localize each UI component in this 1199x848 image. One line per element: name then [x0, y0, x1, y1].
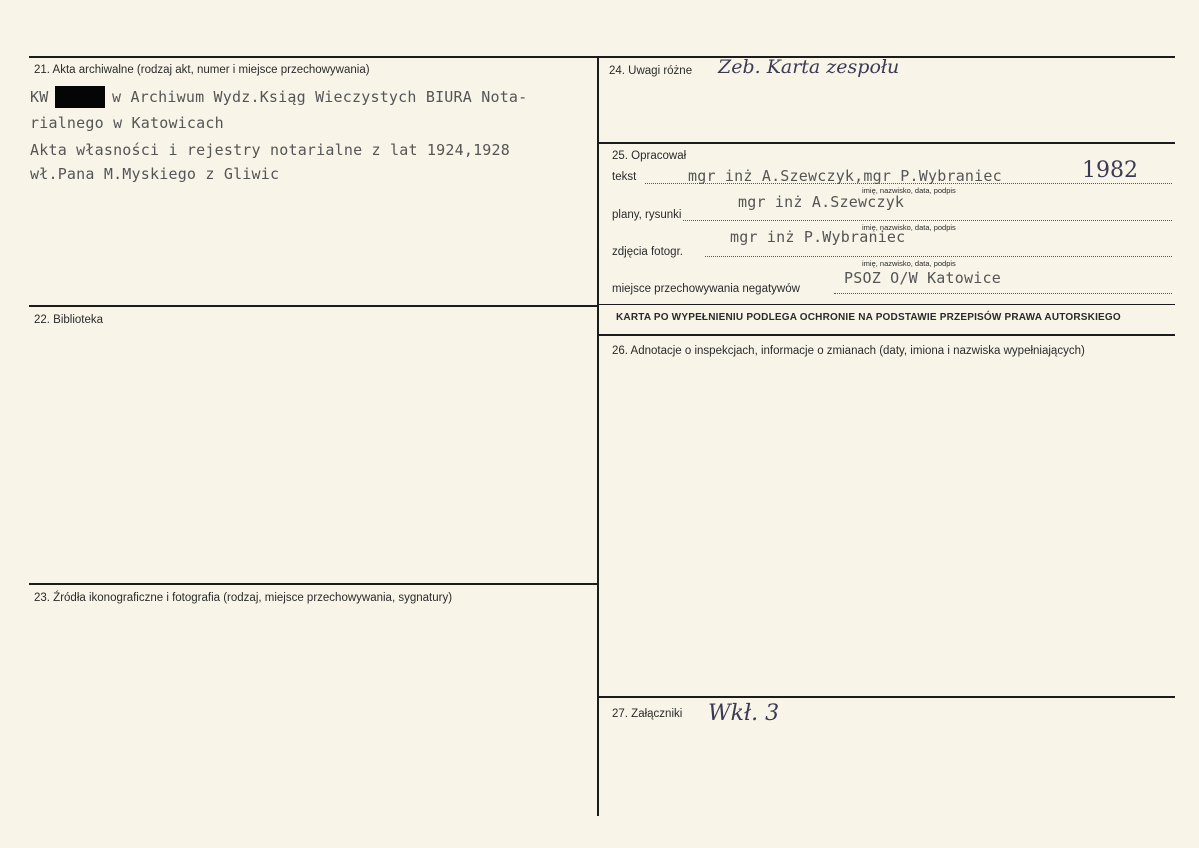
tekst-label: tekst — [612, 171, 637, 183]
tekst-caption: imię, nazwisko, data, podpis — [862, 186, 956, 195]
zdjecia-value: mgr inż P.Wybraniec — [730, 228, 906, 246]
plany-value: mgr inż A.Szewczyk — [738, 193, 905, 211]
top-border-line — [29, 56, 1175, 58]
center-divider-line — [597, 56, 599, 816]
right-divider-27 — [598, 696, 1175, 698]
plany-dotted-line — [683, 220, 1172, 221]
zdjecia-caption: imię, nazwisko, data, podpis — [862, 259, 956, 268]
right-divider-copyright-top — [598, 304, 1175, 305]
plany-caption: imię, nazwisko, data, podpis — [862, 223, 956, 232]
right-divider-25 — [598, 142, 1175, 144]
left-divider-23 — [29, 583, 598, 585]
zdjecia-dotted-line — [705, 256, 1172, 257]
negatywy-dotted-line — [834, 293, 1172, 294]
redaction-block — [55, 86, 105, 108]
section-27-label: 27. Załączniki — [612, 708, 683, 720]
section-24-handwritten: Zeb. Karta zespołu — [718, 56, 900, 78]
tekst-value: mgr inż A.Szewczyk,mgr P.Wybraniec — [688, 167, 1002, 185]
archive-line-4: wł.Pana M.Myskiego z Gliwic — [30, 165, 280, 183]
negatywy-label: miejsce przechowywania negatywów — [612, 283, 800, 295]
right-divider-26 — [598, 334, 1175, 336]
section-26-label: 26. Adnotacje o inspekcjach, informacje o zmianach (daty, imiona i nazwiska wypełniających) — [612, 345, 1085, 357]
copyright-notice: KARTA PO WYPEŁNIENIU PODLEGA OCHRONIE NA PODSTAWIE PRZEPISÓW PRAWA AUTORSKIEGO — [616, 312, 1121, 323]
section-24-label: 24. Uwagi różne — [609, 65, 693, 77]
section-21-label: 21. Akta archiwalne (rodzaj akt, numer i miejsce przechowywania) — [34, 64, 370, 76]
plany-label: plany, rysunki — [612, 209, 682, 221]
tekst-year: 1982 — [1082, 158, 1138, 183]
kw-prefix: KW — [30, 88, 49, 106]
archive-line-3: Akta własności i rejestry notarialne z lat 1924,1928 — [30, 141, 510, 159]
left-divider-22 — [29, 305, 598, 307]
archive-line-2: rialnego w Katowicach — [30, 114, 224, 132]
zdjecia-label: zdjęcia fotogr. — [612, 246, 683, 258]
negatywy-value: PSOZ O/W Katowice — [844, 269, 1001, 287]
section-25-label: 25. Opracował — [612, 150, 687, 162]
section-23-label: 23. Źródła ikonograficzne i fotografia (rodzaj, miejsce przechowywania, sygnatury) — [34, 592, 453, 604]
section-27-handwritten: Wkł. 3 — [708, 701, 780, 726]
archive-line-1: w Archiwum Wydz.Ksiąg Wieczystych BIURA Nota- — [112, 88, 528, 106]
section-22-label: 22. Biblioteka — [34, 314, 104, 326]
